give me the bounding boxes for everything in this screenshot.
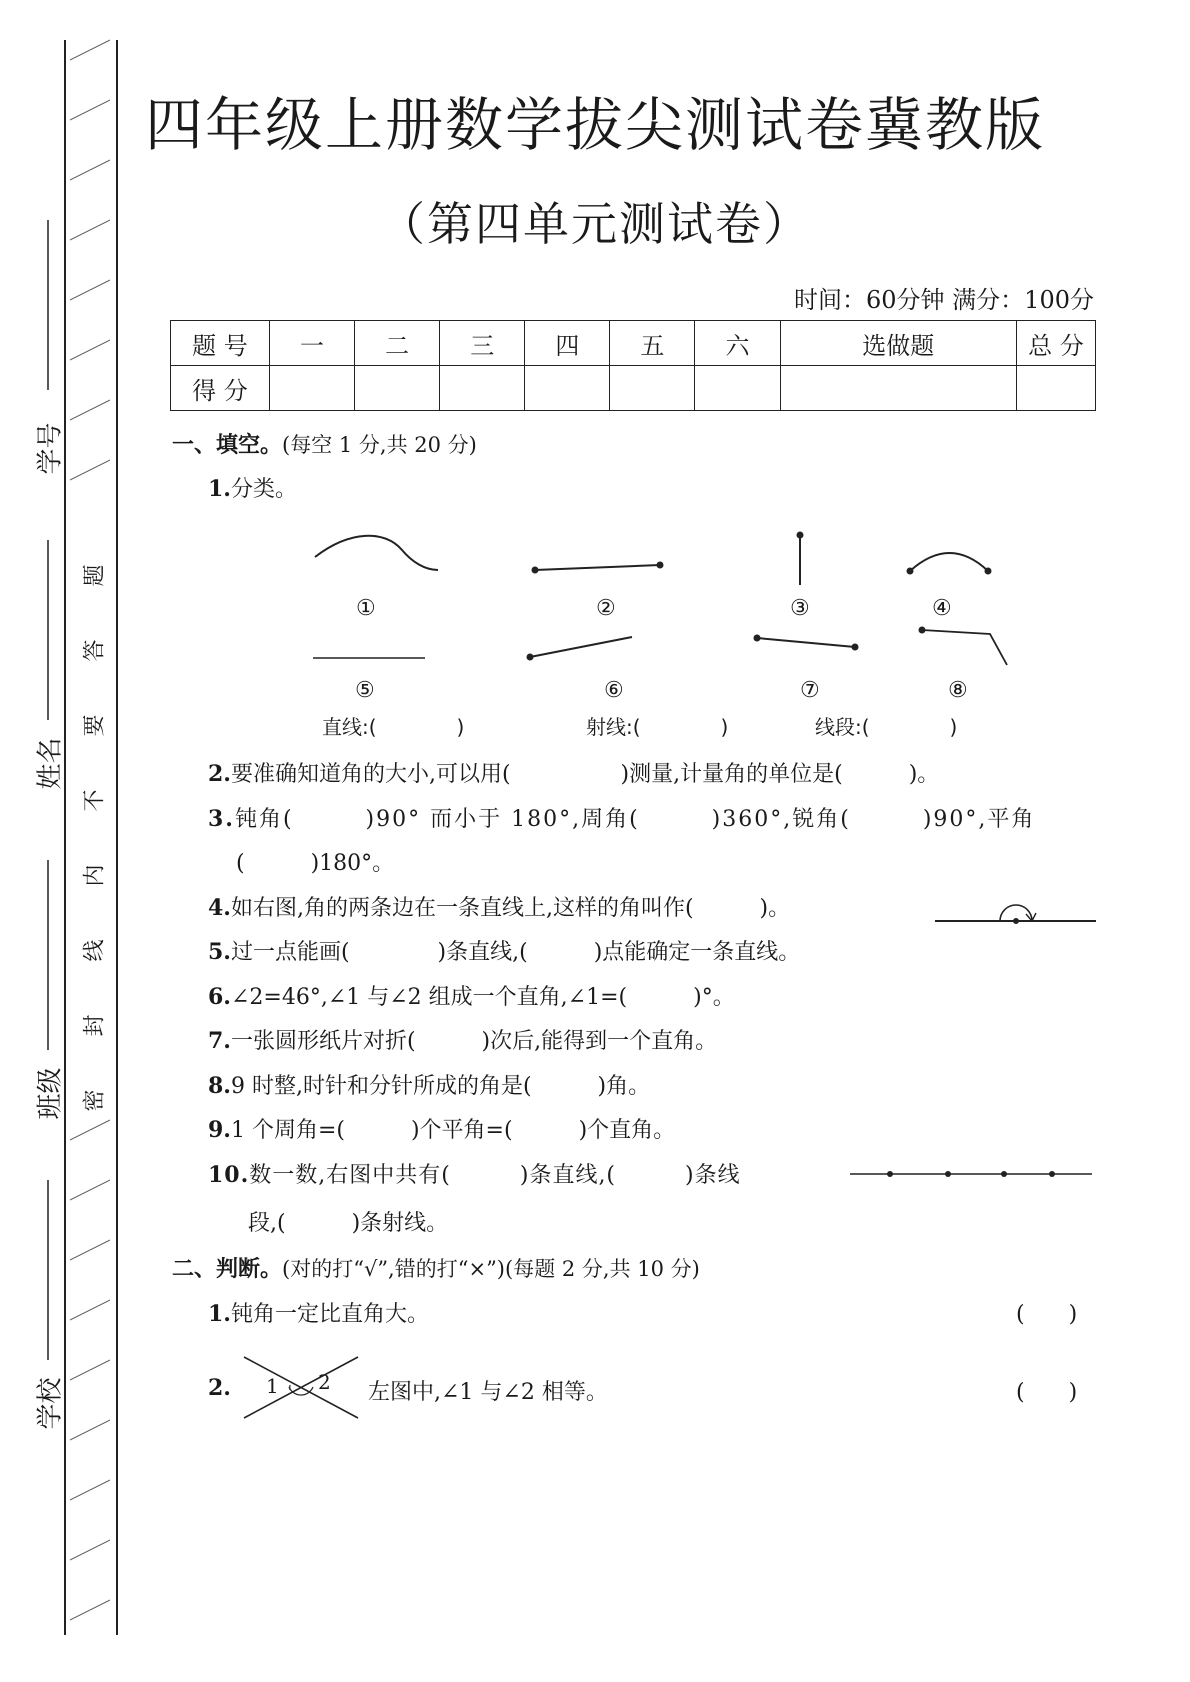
crossing-lines-figure: [244, 1357, 358, 1418]
question-number: 1.: [208, 1301, 231, 1327]
page-subtitle: （第四单元测试卷）: [379, 197, 811, 251]
figure-label: ②: [596, 596, 616, 621]
judge-question-1: [208, 1297, 429, 1328]
question-text: 要准确知道角的大小,可以用( )测量,计量角的单位是( )。: [230, 762, 940, 787]
section-2-heading: [172, 1252, 700, 1283]
category-segment: 线段:( ): [815, 715, 958, 739]
question-number: 1.: [208, 476, 231, 502]
table-cell: 选做题: [780, 321, 1016, 366]
student-number-label: 学号: [35, 422, 66, 475]
table-cell: 五: [610, 321, 695, 366]
question-text: 左图中,∠1 与∠2 相等。: [368, 1380, 608, 1405]
table-cell: 二: [355, 321, 440, 366]
table-cell: 题 号: [171, 321, 270, 366]
seal-char: 题: [82, 564, 108, 587]
figure-label: ⑦: [800, 678, 820, 703]
question-text: 数一数,右图中共有( )条直线,( )条线: [249, 1163, 741, 1188]
figure-vertical-ray: [797, 532, 804, 586]
table-cell: 四: [525, 321, 610, 366]
question-9: [208, 1113, 675, 1144]
angle-label-1: 1: [266, 1374, 279, 1398]
question-8: [208, 1069, 650, 1100]
question-text: 1 个周角=( )个平角=( )个直角。: [230, 1118, 676, 1143]
figure-ray-6: [527, 637, 633, 661]
question-5: [208, 935, 800, 966]
section-1-note: (每空 1 分,共 20 分): [282, 433, 477, 457]
question-number: 6.: [208, 984, 231, 1010]
seal-char: 密: [82, 1089, 108, 1112]
seal-char: 要: [82, 714, 108, 737]
figure-label: ⑤: [355, 678, 375, 703]
question-number: 8.: [208, 1073, 231, 1099]
judge-question-2-number: [208, 1375, 231, 1401]
category-line: 直线:( ): [322, 715, 465, 739]
question-number: 2.: [208, 761, 231, 787]
figure-curve: [315, 536, 438, 570]
class-label: 班级: [35, 1067, 66, 1120]
angle-label-2: 2: [318, 1370, 331, 1394]
seal-char: 不: [82, 789, 108, 812]
question-text: ( )180°。: [236, 851, 395, 876]
seal-char: 线: [82, 939, 108, 962]
question-10-cont: [248, 1206, 448, 1237]
section-1-title: 一、填空。: [172, 433, 283, 458]
table-cell: 三: [440, 321, 525, 366]
straight-angle-figure: [935, 905, 1096, 924]
exam-info: 时间：60分钟 满分：100分: [794, 286, 1094, 314]
school-label: 学校: [35, 1377, 66, 1430]
figure-label: ⑧: [948, 678, 968, 703]
section-2-title: 二、判断。: [172, 1257, 283, 1282]
question-7: [208, 1024, 717, 1055]
section-2-note: (对的打“√”,错的打“×”)(每题 2 分,共 10 分): [282, 1257, 700, 1281]
question-3-cont: [236, 846, 394, 877]
table-cell: 总 分: [1017, 321, 1096, 366]
question-text: 分类。: [230, 477, 297, 502]
question-4: [208, 891, 790, 922]
figure-label: ④: [932, 596, 952, 621]
question-text: 9 时整,时针和分针所成的角是( )角。: [230, 1074, 651, 1099]
question-text: ∠2=46°,∠1 与∠2 组成一个直角,∠1=( )°。: [230, 985, 735, 1010]
table-cell: 六: [695, 321, 780, 366]
judge-question-2: [368, 1375, 608, 1406]
answer-blank[interactable]: ( ): [1016, 1380, 1078, 1405]
question-3: [208, 802, 1035, 833]
figure-label: ③: [790, 596, 810, 621]
question-text: 一张圆形纸片对折( )次后,能得到一个直角。: [230, 1029, 718, 1054]
table-cell: 得 分: [171, 366, 270, 411]
seal-char: 封: [82, 1014, 108, 1037]
answer-blank[interactable]: ( ): [1016, 1302, 1078, 1327]
question-number: 9.: [208, 1117, 231, 1143]
student-name-label: 姓名: [35, 737, 66, 790]
page-title: 四年级上册数学拔尖测试卷冀教版: [144, 91, 1045, 159]
question-number: 10.: [208, 1162, 250, 1188]
question-number: 2.: [208, 1375, 231, 1401]
figure-segment-7: [754, 635, 859, 651]
question-number: 4.: [208, 895, 231, 921]
seal-char: 内: [82, 864, 108, 887]
line-with-points-figure: [850, 1171, 1092, 1177]
seal-char: 答: [82, 639, 108, 662]
figure-bent-line: [919, 627, 1008, 666]
question-6: [208, 980, 735, 1011]
figure-arc: [907, 553, 992, 575]
question-text: 钝角一定比直角大。: [230, 1302, 429, 1327]
table-cell: 一: [270, 321, 355, 366]
question-text: 段,( )条射线。: [248, 1211, 449, 1236]
figure-label: ①: [356, 596, 376, 621]
question-2: [208, 757, 939, 788]
figure-segment-2: [532, 562, 664, 574]
category-ray: 射线:( ): [586, 715, 729, 739]
question-number: 5.: [208, 939, 231, 965]
question-text: 钝角( )90° 而小于 180°,周角( )360°,锐角( )90°,平角: [234, 807, 1036, 832]
question-10: [208, 1158, 741, 1189]
question-number: 3.: [208, 806, 235, 832]
figure-label: ⑥: [604, 678, 624, 703]
question-number: 7.: [208, 1028, 231, 1054]
question-text: 如右图,角的两条边在一条直线上,这样的角叫作( )。: [230, 896, 791, 921]
question-text: 过一点能画( )条直线,( )点能确定一条直线。: [230, 940, 801, 965]
